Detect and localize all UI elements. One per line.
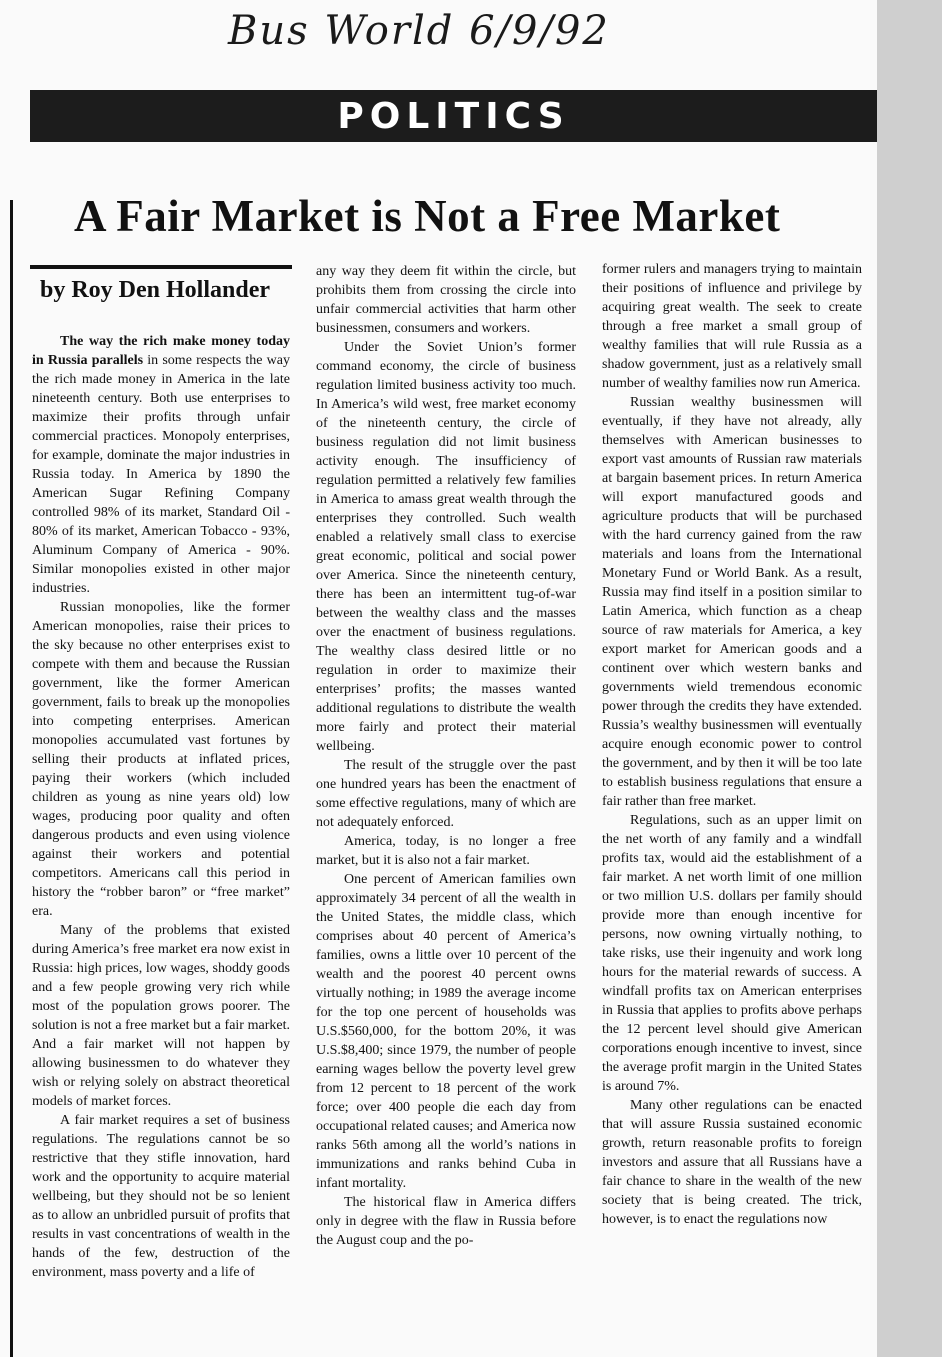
paragraph: Russian monopolies, like the former American monopolies, raise their prices to the sky because no other enterprises exist to compete with them and because the Russian government, like the former American government, fails to break up the monopolies into competing enterprises. American monopolies accumulated vast fortunes by selling their products at inflated prices, paying their workers (which included children as young as nine years old) low wages, producing poor quality and often dangerous products and even using violence against their workers and potential competitors. Americans call this period in history the “robber baron” or “free market” era. — [32, 600, 290, 919]
paragraph: any way they deem fit within the circle, but prohibits them from crossing the circle into unfair commercial activities that harm other businessmen, consumers and workers. — [316, 264, 576, 336]
byline-rule — [30, 265, 292, 269]
paragraph — [32, 332, 290, 598]
paragraph: The result of the struggle over the past one hundred years has been the enactment of some effective regulations, many of which are not adequately enforced. — [316, 758, 576, 830]
paragraph: One percent of American families own approximately 34 percent of all the wealth in the United States, the middle class, which comprises about 40 percent of America’s families, owns a little over 10 percent of the wealth and the poorest 40 percent owns virtually nothing; in 1989 the average income for the top one percent of households was U.S.$560,000, for the bottom 20%, it was U.S.$8,400; since 1979, the number of people earning wages bellow the poverty level grew from 12 percent to 18 percent of the work force; over 400 people die each day from occupational related causes; and America now ranks 56th among all the world’s nations in immunizations and ranks behind Cuba in infant mortality. — [316, 872, 576, 1191]
article-headline: A Fair Market is Not a Free Market — [74, 191, 781, 241]
lead-in: The way the rich make money today in Russia parallels — [32, 334, 290, 368]
paragraph: Many other regulations can be enacted that will assure Russia sustained economic growth, return reasonable profits to foreign investors and assure that all Russians have a fair chance to share in the wealth of the new society that is being created. The trick, however, is to enact the regulations now — [602, 1098, 862, 1227]
paragraph: America, today, is no longer a free market, but it is also not a fair market. — [316, 834, 576, 868]
article-byline: by Roy Den Hollander — [40, 277, 271, 303]
handwritten-source-note: Bus World 6/9/92 — [228, 8, 610, 54]
paragraph: Many of the problems that existed during America’s free market era now exist in Russia: high prices, low wages, shoddy goods and a few people growing very rich while most of the population grows poorer. The solution is not a free market but a fair market. And a fair market will not happen by allowing businessmen to do whatever they wish or relying solely on abstract theoretical models of market forces. — [32, 923, 290, 1109]
paragraph: Under the Soviet Union’s former command economy, the circle of business regulation limited business activity too much. In America’s wild west, free market economy of the nineteenth century, the circle of business regulation did not limit business activity enough. The insufficiency of regulation permitted a relatively few families in America to amass great wealth through the enterprises they controlled. Such wealth enabled a relatively small class to exercise great economic, political and social power over America. Since the nineteenth century, there has been an intermittent tug-of-war between the wealthy class and the masses over the enactment of business regulations. The wealthy class desired little or no regulation in order to maximize their enterprises’ profits; the masses wanted additional regulations to distribute the wealth more fairly and protect their material wellbeing. — [316, 340, 576, 754]
paragraph: Regulations, such as an upper limit on the net worth of any family and a windfall profits tax, would aid the establishment of a fair market. A net worth limit of one million or two million U.S. dollars per family should provide more than enough incentive for persons, now owning virtually nothing, to take risks, use their ingenuity and work long hours for the material rewards of success. A windfall profits tax on American enterprises in Russia that applies to profits above perhaps the 12 percent level should give American corporations enough incentive to invest, since the average profit margin in the United States is around 7%. — [602, 813, 862, 1094]
paragraph: Russian wealthy businessmen will eventually, if they have not already, ally themselves with American businesses to export vast amounts of Russian raw materials at bargain basement prices. In return America will export manufactured goods and agriculture products that will be purchased with the hard currency gained from the raw materials and loans from the International Monetary Fund or World Bank. As a result, Russia may find itself in a position similar to Latin America, which function as a cheap source of raw materials for America, a key export market for American goods and a continent over which western banks and governments wield tremendous economic power through the credits they have extended. Russia’s wealthy businessmen will eventually acquire enough economic power to control the government, and by then it will be too late to establish business regulations that ensure a fair rather than free market. — [602, 395, 862, 809]
scan-margin — [877, 0, 942, 1357]
article-column-3 — [602, 260, 862, 1229]
paragraph: The historical flaw in America differs only in degree with the flaw in Russia before the August coup and the po- — [316, 1195, 576, 1248]
paragraph-text: in some respects the way the rich made money in America in the late nineteenth century. Both use enterprises to maximize their profits through unfair commercial practices. Monopoly enterprises, for example, dominate the major industries in Russia today. In America by 1890 the American Sugar Refining Company controlled 98% of its market, Standard Oil - 80% of its market, American Tobacco - 93%, Aluminum Company of America - 90%. Similar monopolies existed in other major industries. — [32, 353, 290, 596]
left-rule — [10, 200, 13, 1357]
article-column-2 — [316, 262, 576, 1250]
article-column-1 — [32, 332, 290, 1282]
section-title: POLITICS — [337, 96, 570, 137]
paragraph: A fair market requires a set of business regulations. The regulations cannot be so restrictive that they stifle innovation, hard work and the opportunity to acquire material wellbeing, but they should not be so lenient as to allow an unbridled pursuit of profits that results in vast concentrations of wealth in the hands of the few, destruction of the environment, mass poverty and a life of — [32, 1113, 290, 1280]
paragraph: former rulers and managers trying to maintain their positions of influence and privilege by acquiring great wealth. The seek to create through a free market a small group of wealthy families that will rule Russia as a shadow government, just as a relatively small number of wealthy families now run America. — [602, 262, 862, 391]
section-banner — [30, 90, 877, 142]
